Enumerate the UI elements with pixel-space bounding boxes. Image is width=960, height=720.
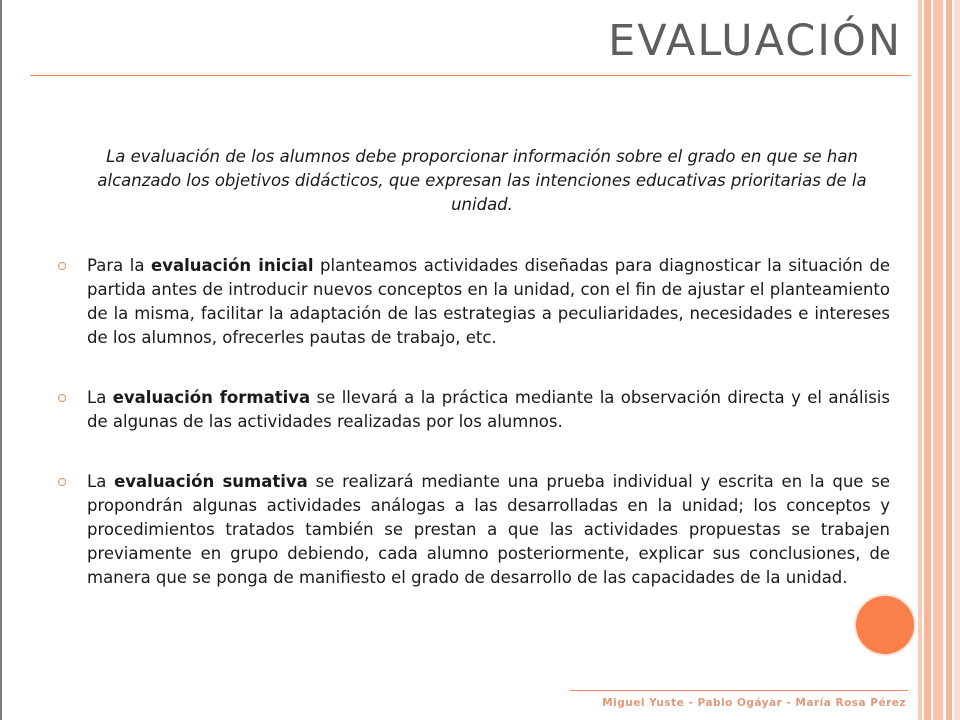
bullet-item-evaluacion-inicial xyxy=(58,254,890,350)
bullet-item-evaluacion-sumativa xyxy=(58,470,890,590)
left-border-line xyxy=(0,0,2,720)
bullet-text-lead: Para la xyxy=(87,256,152,275)
intro-paragraph: La evaluación de los alumnos debe proporcionar información sobre el grado en que se han alcanzado los objetivos didácticos, que expresan las intenciones educativas prioritarias de la unidad. xyxy=(97,147,867,214)
bullet-text-bold: evaluación inicial xyxy=(151,256,314,275)
bullet-text-rest: se realizará mediante una prueba individual y escrita en la que se propondrán algunas actividades análogas a las desarrolladas en la unidad; los conceptos y procedimientos tratados también se prestan a que las actividades propuestas se trabajen previamente en grupo debiendo, cada alumno posteriormente, explicar sus conclusiones, de manera que se ponga de manifiesto el grado de desarrollo de las capacidades de la unidad. xyxy=(87,472,890,587)
bullet-circle-icon xyxy=(58,478,66,486)
bullet-text-lead: La xyxy=(87,472,115,491)
decorative-stripe xyxy=(954,0,960,720)
decorative-stripe xyxy=(924,0,931,720)
bullet-text-bold: evaluación sumativa xyxy=(114,472,308,491)
footer-divider xyxy=(570,690,908,691)
bullet-circle-icon xyxy=(58,262,66,270)
orange-circle-decoration xyxy=(856,596,914,654)
decorative-stripe xyxy=(946,0,952,720)
bullet-text-rest: se llevará a la práctica mediante la observación directa y el análisis de algunas de las actividades realizadas por los alumnos. xyxy=(87,388,890,431)
footer-authors: Miguel Yuste - Pablo Ogáyar - María Rosa Pérez xyxy=(602,697,906,709)
bullet-text-rest: planteamos actividades diseñadas para diagnosticar la situación de partida antes de introducir nuevos conceptos en la unidad, con el fin de ajustar el planteamiento de la misma, facilitar la adaptación de las estrategias a peculiaridades, necesidades e intereses de los alumnos, ofrecerles pautas de trabajo, etc. xyxy=(87,256,890,347)
bullet-text-lead: La xyxy=(87,388,113,407)
bullet-circle-icon xyxy=(58,394,66,402)
bullet-text-bold: evaluación formativa xyxy=(112,388,311,407)
bullet-list xyxy=(58,254,890,590)
slide-title: EVALUACIÓN xyxy=(608,16,902,66)
decorative-stripe xyxy=(918,0,922,720)
title-divider xyxy=(30,75,910,76)
bullet-item-evaluacion-formativa xyxy=(58,386,890,434)
decorative-stripe xyxy=(933,0,943,720)
